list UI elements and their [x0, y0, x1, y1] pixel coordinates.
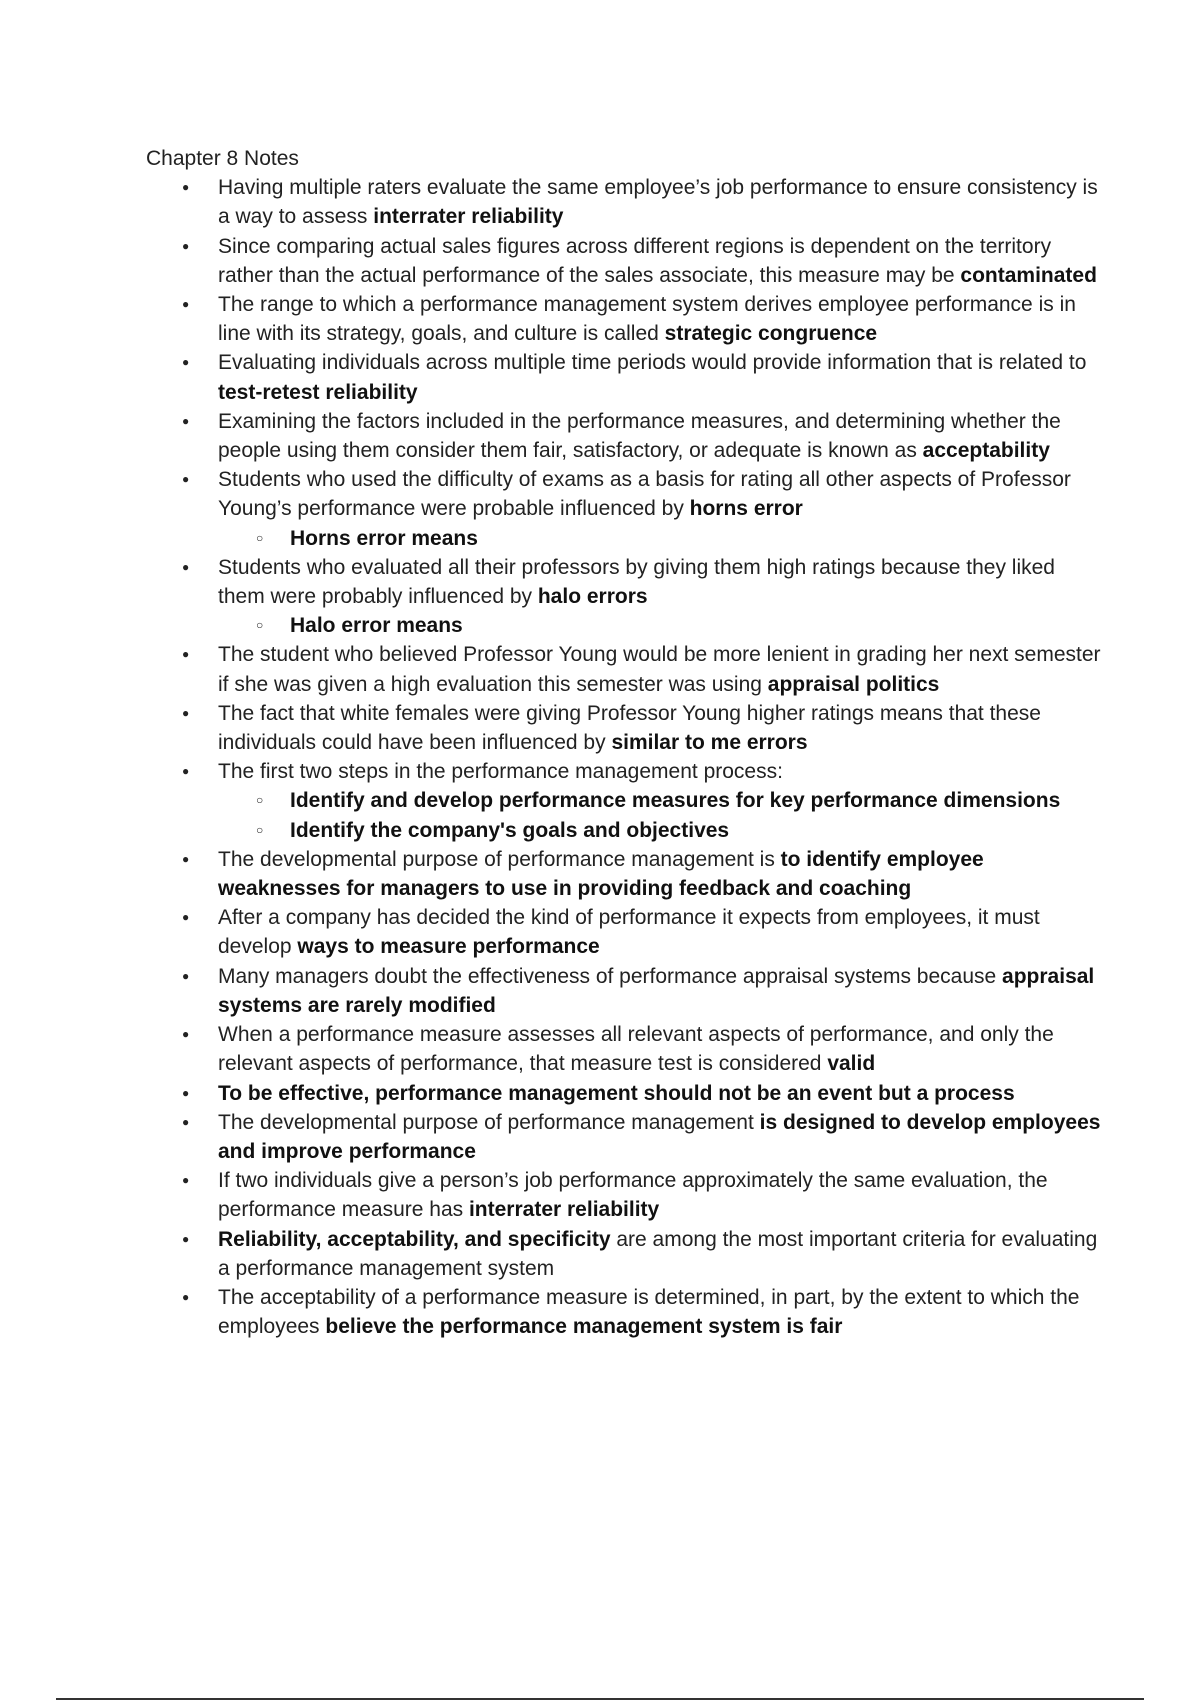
note-bold: Reliability, acceptability, and specificity	[218, 1227, 611, 1251]
note-item	[146, 757, 1106, 845]
note-item	[146, 903, 1106, 961]
sub-list	[218, 611, 1106, 640]
sub-item	[218, 786, 1106, 815]
page-title: Chapter 8 Notes	[146, 147, 299, 170]
note-bold: to identify employee weaknesses for managers to use in providing feedback and coaching	[218, 847, 984, 901]
sub-bold: Identify the company's goals and objectives	[290, 818, 730, 842]
sub-bold: Horns error means	[290, 526, 478, 550]
note-text: Examining the factors included in the performance measures, and determining whether the people using them consider them fair, satisfactory, or adequate is known as	[218, 409, 1061, 463]
sub-item	[218, 524, 1106, 553]
note-text: The fact that white females were giving Professor Young higher ratings means that these individuals could have been influenced by	[218, 701, 1041, 755]
note-item	[146, 465, 1106, 553]
note-text: The range to which a performance management system derives employee performance is in line with its strategy, goals, and culture is called	[218, 293, 1076, 346]
note-item	[146, 1166, 1106, 1224]
note-bold: appraisal systems are rarely modified	[218, 964, 1095, 1017]
note-item	[146, 290, 1106, 348]
note-text: Having multiple raters evaluate the same employee’s job performance to ensure consistency is a way to assess	[218, 176, 1098, 229]
note-item	[146, 1225, 1106, 1283]
note-text: Students who used the difficulty of exams as a basis for rating all other aspects of Professor Young’s performance were probable influenced by	[218, 468, 1071, 521]
note-bold: interrater reliability	[373, 205, 564, 229]
sub-item	[218, 611, 1106, 640]
note-item	[146, 553, 1106, 641]
note-bold: interrater reliability	[468, 1198, 660, 1222]
note-text: When a performance measure assesses all relevant aspects of performance, and only the relevant aspects of performance, that measure test is considered	[218, 1023, 1054, 1076]
note-item	[146, 1108, 1106, 1166]
note-bold: similar to me errors	[611, 731, 808, 755]
note-item	[146, 962, 1106, 1020]
note-text: The student who believed Professor Young would be more lenient in grading her next semester if she was given a high evaluation this semester was using	[218, 643, 1101, 696]
note-bold: believe the performance management system is fair	[325, 1315, 843, 1339]
note-item	[146, 1079, 1106, 1108]
note-bold: acceptability	[922, 439, 1050, 463]
note-bold: halo errors	[537, 585, 648, 609]
notes-list	[146, 173, 1106, 1341]
document-page	[146, 144, 1106, 1341]
note-text: The developmental purpose of performance management	[218, 1110, 760, 1134]
note-text: Since comparing actual sales figures across different regions is dependent on the territory rather than the actual performance of the sales associate, this measure may be	[218, 234, 1052, 287]
note-item	[146, 232, 1106, 290]
note-item	[146, 1283, 1106, 1341]
note-bold: contaminated	[960, 263, 1097, 287]
note-bold: strategic congruence	[664, 322, 878, 346]
note-item	[146, 348, 1106, 406]
sub-list	[218, 524, 1106, 553]
note-text: Students who evaluated all their professors by giving them high ratings because they liked them were probably influenced by	[218, 555, 1055, 609]
note-text: Evaluating individuals across multiple time periods would provide information that is related to	[218, 351, 1087, 375]
note-item	[146, 1020, 1106, 1078]
sub-item	[218, 816, 1106, 845]
sub-bold: Halo error means	[290, 614, 463, 638]
note-item	[146, 173, 1106, 231]
note-item	[146, 640, 1106, 698]
note-item	[146, 845, 1106, 903]
note-text: Many managers doubt the effectiveness of performance appraisal systems because	[218, 964, 1003, 988]
note-text: The acceptability of a performance measure is determined, in part, by the extent to which the employees	[218, 1285, 1080, 1339]
note-bold: To be effective, performance management should not be an event but a process	[218, 1081, 1015, 1105]
sub-bold: Identify and develop performance measures for key performance dimensions	[290, 789, 1061, 813]
note-text: The first two steps in the performance management process:	[218, 760, 783, 784]
note-item	[146, 407, 1106, 465]
note-bold: appraisal politics	[767, 672, 940, 696]
note-bold: ways to measure performance	[297, 935, 600, 959]
note-bold: horns error	[689, 497, 803, 521]
note-bold: test-retest reliability	[218, 380, 418, 404]
note-text: are among the most important criteria for evaluating a performance management system	[218, 1227, 1098, 1280]
note-item	[146, 699, 1106, 757]
note-bold: is designed to develop employees and improve performance	[218, 1110, 1101, 1163]
note-text: The developmental purpose of performance management is	[218, 847, 781, 871]
note-bold: valid	[827, 1052, 876, 1076]
note-text: After a company has decided the kind of performance it expects from employees, it must develop	[218, 906, 1040, 959]
sub-list	[218, 786, 1106, 844]
note-text: If two individuals give a person’s job performance approximately the same evaluation, the performance measure has	[218, 1169, 1048, 1222]
